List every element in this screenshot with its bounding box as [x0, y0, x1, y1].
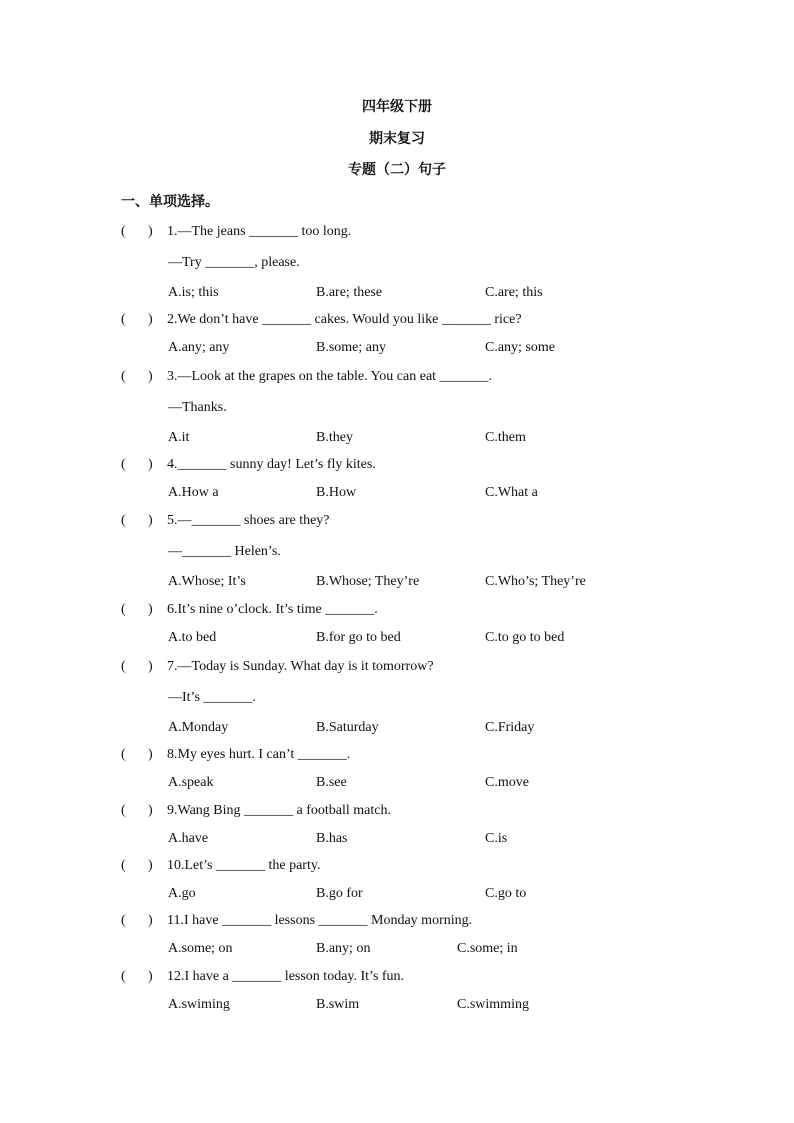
grade-title: 四年级下册 — [362, 99, 432, 115]
answer-blank[interactable]: ( ) — [121, 457, 153, 472]
option-c[interactable]: C.to go to bed — [485, 630, 565, 645]
answer-blank[interactable]: ( ) — [121, 659, 153, 674]
question-text: 5.—_______ shoes are they? — [167, 513, 330, 528]
question-stem — [121, 802, 391, 820]
option-a[interactable]: A.go — [168, 886, 196, 901]
option-c[interactable]: C.Friday — [485, 720, 535, 735]
option-b[interactable]: B.swim — [316, 997, 360, 1012]
option-row — [168, 719, 728, 737]
dialogue-line: —_______ Helen’s. — [168, 544, 281, 559]
question-stem — [121, 857, 321, 875]
question-stem — [121, 456, 376, 474]
question-text: 7.—Today is Sunday. What day is it tomorrow? — [167, 659, 434, 674]
question-stem — [121, 912, 473, 930]
answer-blank[interactable]: ( ) — [121, 969, 153, 984]
option-row — [168, 573, 728, 591]
question-stem — [121, 968, 405, 986]
question-stem — [121, 368, 493, 386]
option-a[interactable]: A.to bed — [168, 630, 217, 645]
answer-blank[interactable]: ( ) — [121, 803, 153, 818]
question-stem — [121, 746, 351, 764]
question-text: 10.Let’s _______ the party. — [167, 858, 321, 873]
option-c[interactable]: C.swimming — [457, 997, 529, 1012]
answer-blank[interactable]: ( ) — [121, 747, 153, 762]
question-stem — [121, 223, 352, 241]
option-b[interactable]: B.any; on — [316, 941, 371, 956]
option-b[interactable]: B.some; any — [316, 340, 386, 355]
option-b[interactable]: B.see — [316, 775, 347, 790]
dialogue-line: —Try _______, please. — [168, 255, 300, 270]
option-row — [168, 484, 728, 502]
option-c[interactable]: C.them — [485, 430, 526, 445]
option-c[interactable]: C.some; in — [457, 941, 518, 956]
answer-blank[interactable]: ( ) — [121, 913, 153, 928]
option-row — [168, 629, 728, 647]
question-text: 9.Wang Bing _______ a football match. — [167, 803, 391, 818]
dialogue-line: —Thanks. — [168, 400, 227, 415]
question-text: 4._______ sunny day! Let’s fly kites. — [167, 457, 376, 472]
question-stem — [121, 601, 378, 619]
option-a[interactable]: A.some; on — [168, 941, 233, 956]
option-a[interactable]: A.swiming — [168, 997, 230, 1012]
option-b[interactable]: B.How — [316, 485, 357, 500]
answer-blank[interactable]: ( ) — [121, 369, 153, 384]
option-c[interactable]: C.move — [485, 775, 529, 790]
option-a[interactable]: A.any; any — [168, 340, 230, 355]
question-text: 6.It’s nine o’clock. It’s time _______. — [167, 602, 378, 617]
option-c[interactable]: C.any; some — [485, 340, 555, 355]
question-text: 2.We don’t have _______ cakes. Would you like _______ rice? — [167, 312, 522, 327]
option-row — [168, 284, 728, 302]
question-text: 1.—The jeans _______ too long. — [167, 224, 352, 239]
option-b[interactable]: B.are; these — [316, 285, 383, 300]
review-title: 期末复习 — [369, 131, 425, 147]
option-row — [168, 830, 728, 848]
option-a[interactable]: A.have — [168, 831, 209, 846]
option-c[interactable]: C.What a — [485, 485, 538, 500]
option-b[interactable]: B.they — [316, 430, 353, 445]
option-b[interactable]: B.for go to bed — [316, 630, 401, 645]
option-b[interactable]: B.Whose; They’re — [316, 574, 420, 589]
option-c[interactable]: C.are; this — [485, 285, 543, 300]
option-row — [168, 940, 728, 958]
question-text: 3.—Look at the grapes on the table. You can eat _______. — [167, 369, 493, 384]
answer-blank[interactable]: ( ) — [121, 312, 153, 327]
option-c[interactable]: C.is — [485, 831, 508, 846]
question-text: 8.My eyes hurt. I can’t _______. — [167, 747, 351, 762]
option-b[interactable]: B.has — [316, 831, 348, 846]
option-b[interactable]: B.Saturday — [316, 720, 379, 735]
answer-blank[interactable]: ( ) — [121, 224, 153, 239]
option-a[interactable]: A.How a — [168, 485, 219, 500]
answer-blank[interactable]: ( ) — [121, 513, 153, 528]
option-a[interactable]: A.Whose; It’s — [168, 574, 246, 589]
question-stem — [121, 658, 434, 676]
option-row — [168, 429, 728, 447]
question-stem — [121, 512, 330, 530]
option-a[interactable]: A.is; this — [168, 285, 219, 300]
option-row — [168, 996, 728, 1014]
topic-title: 专题（二）句子 — [348, 162, 446, 178]
option-c[interactable]: C.Who’s; They’re — [485, 574, 586, 589]
answer-blank[interactable]: ( ) — [121, 858, 153, 873]
option-row — [168, 774, 728, 792]
dialogue-line: —It’s _______. — [168, 690, 256, 705]
option-b[interactable]: B.go for — [316, 886, 363, 901]
question-stem — [121, 311, 522, 329]
option-a[interactable]: A.speak — [168, 775, 214, 790]
question-text: 11.I have _______ lessons _______ Monday morning. — [167, 913, 473, 928]
option-row — [168, 885, 728, 903]
option-c[interactable]: C.go to — [485, 886, 527, 901]
section-heading: 一、单项选择。 — [121, 194, 219, 210]
question-text: 12.I have a _______ lesson today. It’s fun. — [167, 969, 405, 984]
option-a[interactable]: A.Monday — [168, 720, 229, 735]
option-row — [168, 339, 728, 357]
answer-blank[interactable]: ( ) — [121, 602, 153, 617]
option-a[interactable]: A.it — [168, 430, 190, 445]
